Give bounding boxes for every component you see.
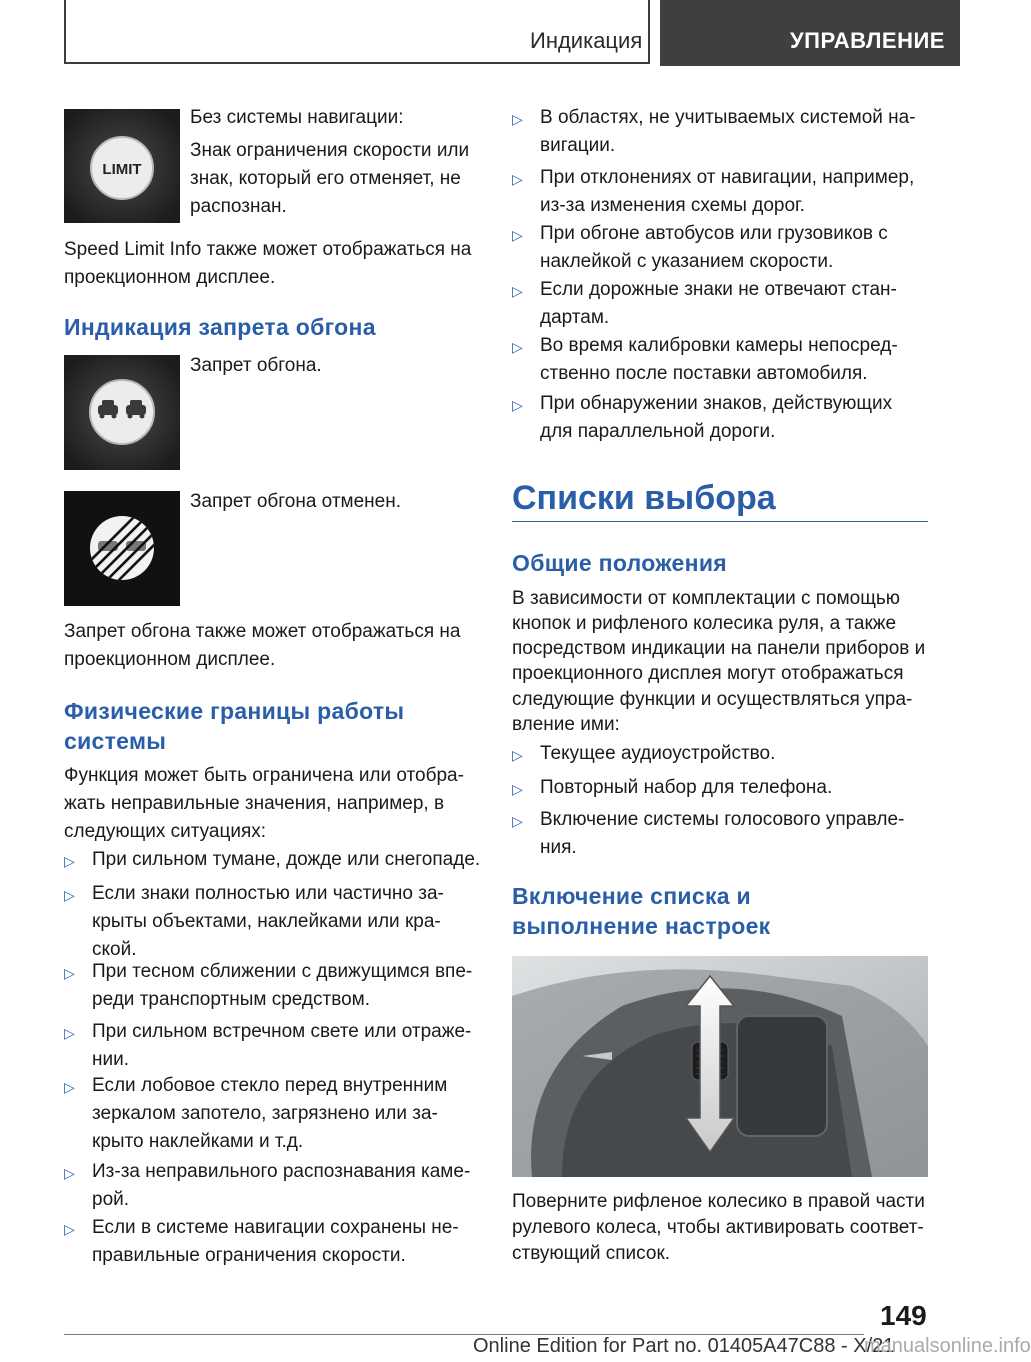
list-item: ▷ При обгоне автобусов или грузовиков с наклейкой с указанием скорости. <box>512 223 888 272</box>
general-text-6: вление ими: <box>512 714 620 735</box>
no-overtaking-image <box>64 355 180 470</box>
header-chapter-tab: УПРАВЛЕНИЕ <box>660 0 960 66</box>
speed-limit-unrecognized-image <box>64 109 180 223</box>
list-item: ▷ При отклонениях от навигации, например, из-за изменения схемы дорог. <box>512 167 915 216</box>
enable-heading-line-1: Включение списка и <box>512 883 751 909</box>
limits-heading-line-2: системы <box>64 728 167 754</box>
wheel-text-3: ствующий список. <box>512 1243 671 1264</box>
wheel-text-2: рулевого колеса, чтобы активировать соответ- <box>512 1217 924 1238</box>
list-item: ▷ При тесном сближении с движущимся впе- реди транспортным средством. <box>64 961 473 1010</box>
bullet-arrow-icon: ▷ <box>512 781 523 797</box>
list-item: ▷ Во время калибровки камеры непосред- ственно после поставки автомобиля. <box>512 335 898 384</box>
footer-edition: Online Edition for Part no. 01405A47C88 - X/21 <box>473 1335 895 1357</box>
general-text-1: В зависимости от комплектации с помощью <box>512 588 901 609</box>
list-item: ▷ Включение системы голосового управле- ния. <box>512 809 905 858</box>
page-header <box>0 0 960 66</box>
list-item: ▷ При обнаружении знаков, действующих для параллельной дороги. <box>512 393 893 442</box>
bullet-arrow-icon: ▷ <box>64 1079 75 1095</box>
bullet-arrow-icon: ▷ <box>512 111 523 127</box>
bullet-arrow-icon: ▷ <box>64 1165 75 1181</box>
bullet-arrow-icon: ▷ <box>512 397 523 413</box>
lists-heading: Списки выбора <box>512 479 776 517</box>
hud-note-1: Speed Limit Info также может отображаться на <box>64 239 472 260</box>
bullet-arrow-icon: ▷ <box>512 747 523 763</box>
bullet-arrow-icon: ▷ <box>64 1221 75 1237</box>
general-text-5: следующие функции и осуществляться упра- <box>512 689 913 710</box>
general-text-3: посредством индикации на панели приборов и <box>512 638 926 659</box>
overtake-hud-2: проекционном дисплее. <box>64 649 276 670</box>
no-nav-text-1: Знак ограничения скорости или <box>190 140 470 161</box>
limits-intro-1: Функция может быть ограничена или отобра- <box>64 765 464 786</box>
bullet-arrow-icon: ▷ <box>64 965 75 981</box>
no-nav-text-3: распознан. <box>190 196 287 217</box>
no-nav-label: Без системы навигации: <box>190 107 404 128</box>
bullet-arrow-icon: ▷ <box>64 887 75 903</box>
header-section-title: Индикация <box>530 28 643 53</box>
list-item: ▷ При сильном тумане, дожде или снегопаде. <box>64 846 480 874</box>
list-item: ▷ Если знаки полностью или частично за- крыты объектами, наклейками или кра- ской. <box>64 883 444 960</box>
bullet-arrow-icon: ▷ <box>512 283 523 299</box>
list-item: ▷ Если лобовое стекло перед внутренним зеркалом запотело, загрязнено или за- крыто наклейками и т.д. <box>64 1075 448 1152</box>
overtaking-ban-end-image <box>64 491 180 606</box>
list-item: ▷ Если в системе навигации сохранены не- правильные ограничения скорости. <box>64 1217 459 1266</box>
general-text-2: кнопок и рифленого колесика руля, а также <box>512 613 897 634</box>
no-nav-text-2: знак, который его отменяет, не <box>190 168 461 189</box>
limits-intro-2: жать неправильные значения, например, в <box>64 793 445 814</box>
page-number: 149 <box>880 1300 927 1331</box>
bullet-arrow-icon: ▷ <box>512 227 523 243</box>
wheel-text-1: Поверните рифленое колесико в правой части <box>512 1191 925 1212</box>
overtake-ban-end-text: Запрет обгона отменен. <box>190 491 401 512</box>
list-item: ▷ При сильном встречном свете или отраже- нии. <box>64 1021 472 1070</box>
bullet-arrow-icon: ▷ <box>64 1025 75 1041</box>
general-text-4: проекционного дисплея могут отображаться <box>512 663 904 684</box>
list-item: ▷ Текущее аудиоустройство. <box>512 740 775 768</box>
overtake-heading: Индикация запрета обгона <box>64 314 376 340</box>
general-heading: Общие положения <box>512 550 727 576</box>
bullet-arrow-icon: ▷ <box>64 853 75 869</box>
list-item: ▷ Из-за неправильного распознавания каме- рой. <box>64 1161 471 1210</box>
overtake-ban-text: Запрет обгона. <box>190 355 322 376</box>
list-item: ▷ В областях, не учитываемых системой на- вигации. <box>512 107 916 156</box>
heading-rule <box>512 521 928 522</box>
bullet-arrow-icon: ▷ <box>512 813 523 829</box>
footer-watermark: manualsonline.info <box>864 1335 1031 1357</box>
limit-sign-text: LIMIT <box>102 161 142 178</box>
overtake-hud-1: Запрет обгона также может отображаться на <box>64 621 461 642</box>
list-item: ▷ Повторный набор для телефона. <box>512 774 832 802</box>
limits-heading-line-1: Физические границы работы <box>64 698 405 724</box>
steering-wheel-image <box>512 956 928 1177</box>
limits-intro-3: следующих ситуациях: <box>64 821 267 842</box>
hud-note-2: проекционном дисплее. <box>64 267 276 288</box>
enable-heading-line-2: выполнение настроек <box>512 913 771 939</box>
bullet-arrow-icon: ▷ <box>512 171 523 187</box>
list-item: ▷ Если дорожные знаки не отвечают стан- дартам. <box>512 279 897 328</box>
bullet-arrow-icon: ▷ <box>512 339 523 355</box>
